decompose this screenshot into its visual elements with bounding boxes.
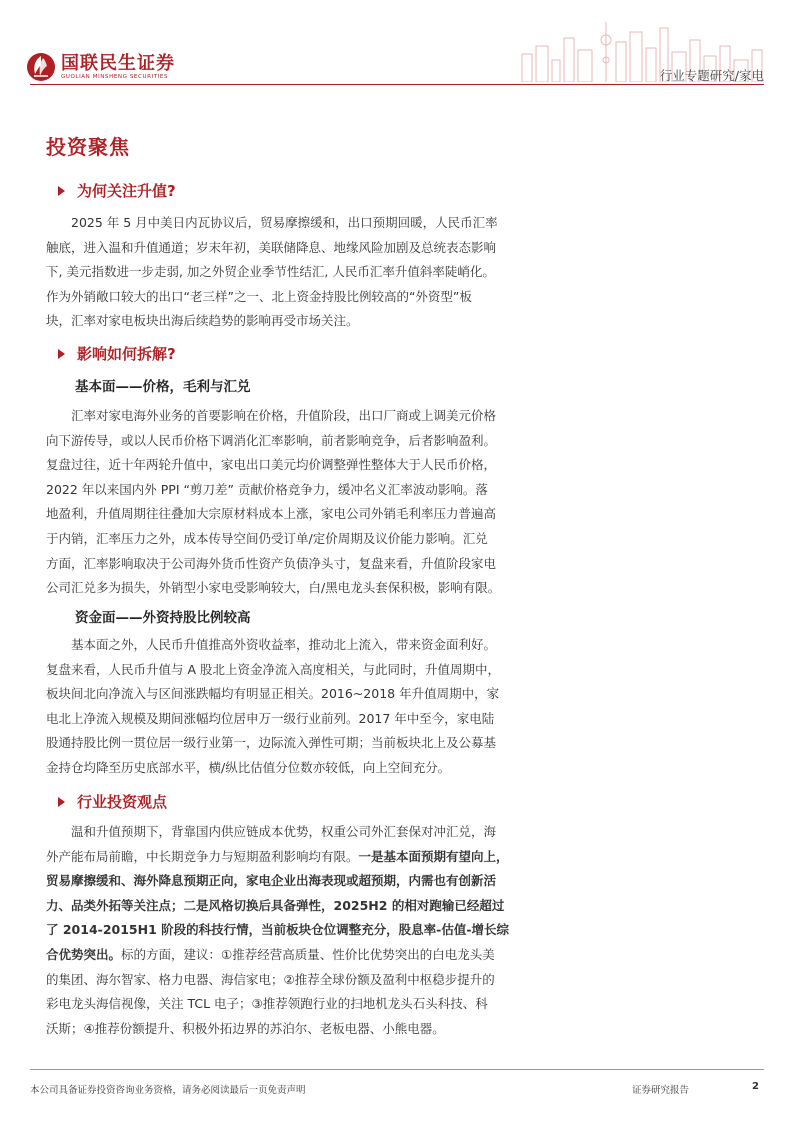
text-line [46,894,522,919]
bold-text-segment: 合优势突出。 [46,946,122,962]
bold-text-segment: 力、品类外拓等关注点； [46,897,184,913]
text-line: 沃斯；④推荐份额提升、积极外拓边界的苏泊尔、老板电器、小熊电器。 [46,1020,445,1036]
text-line: 作为外销敞口较大的出口“老三样”之一、北上资金持股比例较高的“外资型”板 [46,288,472,304]
bold-text-line: 了 2014-2015H1 阶段的科技行情，当前板块仓位调整充分，股息率-估值-增长综 [46,922,510,938]
page-header [0,0,794,90]
logo-english-name: GUOLIAN MINSHENG SECURITIES [61,73,169,80]
bold-text-line: 贸易摩擦缓和、海外降息预期正向，家电企业出海表现或超预期，内需也有创新活 [46,873,497,889]
text-line: 温和升值预期下，背靠国内供应链成本优势，权重公司外汇套保对冲汇兑，海 [71,824,497,839]
text-segment: 标的方面，建议：①推荐经营高质量、性价比优势突出的白电龙头美 [121,946,495,962]
header-divider [30,84,764,85]
page-number: 2 [752,1081,759,1092]
section-title: 投资聚焦 [46,135,130,159]
text-line: 2022 年以来国内外 PPI “剪刀差” 贡献价格竞争力，缓冲名义汇率波动影响。落 [46,481,488,497]
triangle-bullet-icon [58,186,65,196]
text-line: 板块间北向净流入与区间涨跌幅均有明显正相关。2016~2018 年升值周期中，家 [46,686,500,702]
subsection-investment-view [58,791,167,812]
text-line: 于内销，汇率压力之外，成本传导空间仍受订单/定价周期及议价能力影响。汇兑 [46,530,488,546]
text-segment: 外产能布局前瞻，中长期竞争力与短期盈利影响均有限。 [46,848,359,864]
text-line: 复盘来看，人民币升值与 A 股北上资金净流入高度相关，与此同时，升值周期中， [46,661,500,677]
paragraph-investment-view [46,820,522,1041]
capital-heading: 资金面——外资持股比例较高 [75,610,251,626]
text-line: 触底，进入温和升值通道；岁末年初，美联储降息、地缘风险加剧及总统表态影响 [46,239,497,255]
report-category: 行业专题研究/家电 [659,68,764,83]
text-line: 向下游传导，或以人民币价格下调消化汇率影响，前者影响竞争，后者影响盈利。 [46,432,497,448]
text-line: 2025 年 5 月中美日内瓦协议后，贸易摩擦缓和，出口预期回暖，人民币汇率 [71,215,498,230]
text-line: 公司汇兑多为损失，外销型小家电受影响较大，白/黑电龙头套保积极，影响有限。 [46,580,501,596]
footer-divider [30,1069,764,1070]
paragraph-why-appreciation [46,211,522,334]
paragraph-fundamental [46,404,522,601]
footer-report-type: 证券研究报告 [632,1085,690,1096]
text-line [46,845,522,870]
bold-text-segment: 一是基本面预期有望向上， [358,848,509,864]
text-line: 基本面之外，人民币升值推高外资收益率，推动北上流入，带来资金面利好。 [71,637,497,652]
footer-disclaimer: 本公司具备证券投资咨询业务资格，请务必阅读最后一页免责声明 [30,1085,306,1096]
subsection-why-appreciation [58,180,176,201]
paragraph-capital [46,633,522,781]
text-line: 汇率对家电海外业务的首要影响在价格，升值阶段，出口厂商或上调美元价格 [71,408,497,423]
text-line: 复盘过往，近十年两轮升值中，家电出口美元均价调整弹性整体大于人民币价格， [46,457,497,473]
triangle-bullet-icon [58,797,65,807]
guolian-logo-icon [26,52,56,82]
fundamental-heading: 基本面——价格，毛利与汇兑 [75,379,251,395]
text-line: 下, 美元指数进一步走弱, 加之外贸企业季节性结汇, 人民币汇率升值斜率陡峭化。 [46,264,495,280]
subsection-impact [58,343,176,364]
triangle-bullet-icon [58,349,65,359]
text-line: 股通持股比例一贯位居一级行业第一，边际流入弹性可期；当前板块北上及公募基 [46,735,497,751]
bold-text-segment: 二是风格切换后具备弹性，2025H2 的相对跑输已经超过 [183,897,505,913]
text-line: 电北上净流入规模及期间涨幅均位居申万一级行业前列。2017 年中至今，家电陆 [46,710,495,726]
text-line [46,943,522,968]
text-line: 方面，汇率影响取决于公司海外货币性资产负债净头寸，复盘来看，升值阶段家电 [46,555,497,571]
text-line: 块，汇率对家电板块出海后续趋势的影响再受市场关注。 [46,313,359,329]
text-line: 的集团、海尔智家、格力电器、海信家电；②推荐全球份额及盈利中枢稳步提升的 [46,971,495,987]
text-line: 地盈利，升值周期往往叠加大宗原材料成本上涨，家电公司外销毛利率压力普遍高 [46,506,497,522]
logo-chinese-name: 国联民生证券 [61,52,175,74]
text-line: 金持仓均降至历史底部水平，横/纵比估值分位数亦较低，向上空间充分。 [46,759,451,775]
company-logo [26,52,175,82]
subsection-title: 行业投资观点 [77,793,168,811]
text-line: 彩电龙头海信视像，关注 TCL 电子；③推荐领跑行业的扫地机龙头石头科技、科 [46,996,488,1012]
subsection-title: 影响如何拆解? [77,345,176,363]
subsection-title: 为何关注升值? [77,182,176,200]
